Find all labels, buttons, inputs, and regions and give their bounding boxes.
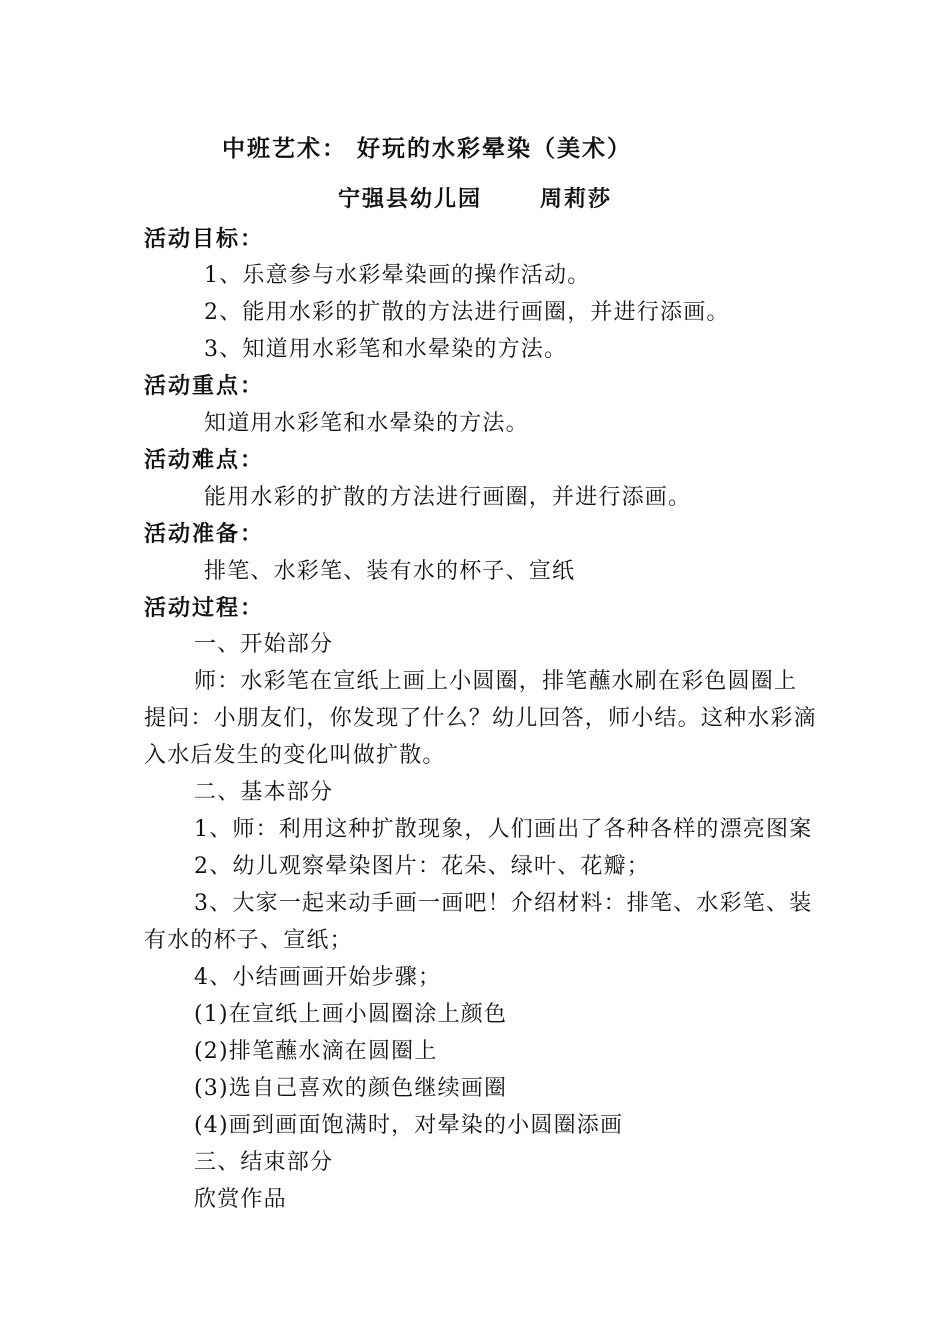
- goals-heading: 活动目标：: [144, 227, 265, 252]
- part2-step: (1)在宣纸上画小圆圈涂上颜色: [194, 1002, 508, 1027]
- goal-item: 2、能用水彩的扩散的方法进行画圈，并进行添画。: [204, 300, 730, 325]
- key-point-text: 知道用水彩笔和水晕染的方法。: [204, 411, 529, 436]
- part2-step: (4)画到画面饱满时，对晕染的小圆圈添画: [194, 1113, 624, 1138]
- part2-line: 3、大家一起来动手画一画吧！介绍材料：排笔、水彩笔、装: [194, 891, 813, 916]
- part1-title: 一、开始部分: [194, 632, 334, 657]
- document-title: 中班艺术： 好玩的水彩晕染（美术）: [222, 136, 633, 162]
- part2-step: (3)选自己喜欢的颜色继续画圈: [194, 1076, 508, 1101]
- difficulty-heading: 活动难点：: [144, 448, 265, 473]
- preparation-heading: 活动准备：: [144, 522, 265, 547]
- part3-text: 欣赏作品: [194, 1187, 287, 1212]
- part2-line: 1、师：利用这种扩散现象，人们画出了各种各样的漂亮图案: [194, 817, 813, 842]
- part3-title: 三、结束部分: [194, 1150, 334, 1175]
- key-point-heading: 活动重点：: [144, 374, 265, 399]
- part2-step: (2)排笔蘸水滴在圆圈上: [194, 1039, 438, 1064]
- byline-school: 宁强县幼儿园: [338, 187, 483, 212]
- part1-line: 提问：小朋友们，你发现了什么？幼儿回答，师小结。这种水彩滴: [144, 706, 817, 731]
- preparation-text: 排笔、水彩笔、装有水的杯子、宣纸: [204, 559, 576, 584]
- part2-title: 二、基本部分: [194, 780, 334, 805]
- goal-item: 3、知道用水彩笔和水晕染的方法。: [204, 337, 568, 362]
- difficulty-text: 能用水彩的扩散的方法进行画圈，并进行添画。: [204, 485, 692, 510]
- part2-line: 有水的杯子、宣纸；: [144, 928, 353, 953]
- part2-line: 2、幼儿观察晕染图片：花朵、绿叶、花瓣；: [194, 854, 650, 879]
- goal-item: 1、乐意参与水彩晕染画的操作活动。: [204, 263, 591, 288]
- byline-author: 周莉莎: [540, 187, 613, 212]
- part1-line: 师：水彩笔在宣纸上画上小圆圈，排笔蘸水刷在彩色圆圈上: [194, 669, 798, 694]
- process-heading: 活动过程：: [144, 596, 265, 621]
- part1-line: 入水后发生的变化叫做扩散。: [144, 743, 446, 768]
- part2-line: 4、小结画画开始步骤；: [194, 965, 442, 990]
